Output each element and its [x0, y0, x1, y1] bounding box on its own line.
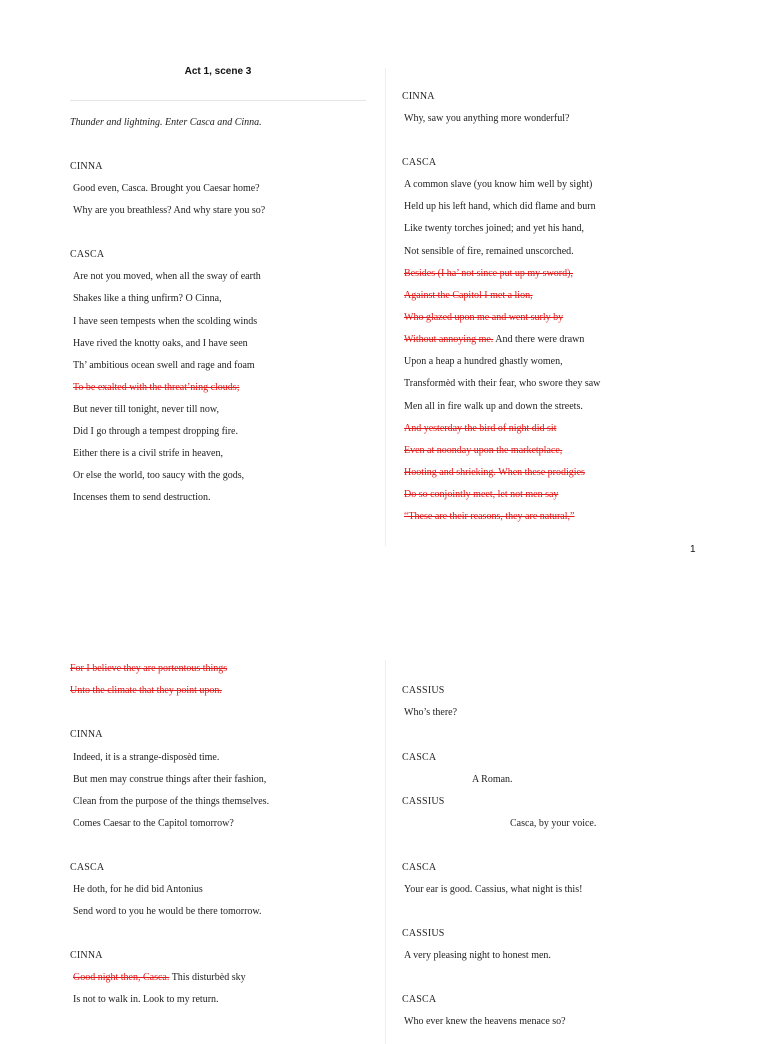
title-rule — [70, 100, 366, 101]
script-page-2 — [0, 640, 768, 1027]
dialogue-line: He doth, for he did bid Antonius — [73, 884, 203, 895]
speaker-name: CASSIUS — [402, 928, 445, 939]
dialogue-line: Shakes like a thing unfirm? O Cinna, — [73, 293, 222, 304]
dialogue-line: Like twenty torches joined; and yet his hand, — [404, 223, 584, 234]
struck-text: To be exalted with the threat’ning clouds; — [73, 382, 240, 393]
struck-text: Without annoying me. — [404, 334, 494, 345]
struck-text: For I believe they are portentous things — [70, 663, 228, 674]
dialogue-line: Either there is a civil strife in heaven, — [73, 448, 223, 459]
kept-text: And there were drawn — [493, 334, 585, 345]
dialogue-line: Upon a heap a hundred ghastly women, — [404, 356, 563, 367]
dialogue-line: Men all in fire walk up and down the streets. — [404, 401, 583, 412]
dialogue-line: Are not you moved, when all the sway of earth — [73, 271, 261, 282]
column-divider — [385, 660, 386, 1044]
kept-text: This disturbèd sky — [169, 972, 246, 983]
cut-line — [73, 381, 239, 395]
stage-direction: Thunder and lightning. Enter Casca and Cinna. — [70, 117, 262, 128]
struck-text: Besides (I ha’ not since put up my sword), — [404, 268, 573, 279]
dialogue-line: Send word to you he would be there tomorrow. — [73, 906, 262, 917]
cut-line — [404, 267, 573, 281]
dialogue-line: I have seen tempests when the scolding winds — [73, 316, 258, 327]
speaker-name: CINNA — [402, 91, 435, 102]
struck-text: Do so conjointly meet, let not men say — [404, 489, 559, 500]
cut-line — [404, 422, 556, 436]
speaker-name: CASCA — [402, 862, 437, 873]
cut-line — [70, 662, 227, 676]
struck-text: “These are their reasons, they are natural,” — [404, 511, 575, 522]
dialogue-line: Or else the world, too saucy with the gods, — [73, 470, 245, 481]
speaker-name: CINNA — [70, 729, 103, 740]
dialogue-line: Transformèd with their fear, who swore they saw — [404, 378, 601, 389]
cut-line — [404, 444, 562, 458]
dialogue-line: Good even, Casca. Brought you Caesar home? — [73, 183, 260, 194]
dialogue-line: Casca, by your voice. — [510, 818, 597, 829]
dialogue-line: Did I go through a tempest dropping fire. — [73, 426, 238, 437]
struck-text: Good night then, Casca. — [73, 972, 170, 983]
dialogue-line: Have rived the knotty oaks, and I have seen — [73, 338, 248, 349]
column-divider — [385, 68, 386, 546]
dialogue-line: Who’s there? — [404, 707, 458, 718]
dialogue-line: Who ever knew the heavens menace so? — [404, 1016, 566, 1027]
dialogue-line: Your ear is good. Cassius, what night is this! — [404, 884, 583, 895]
dialogue-line: But men may construe things after their fashion, — [73, 774, 267, 785]
cut-line — [404, 289, 533, 303]
dialogue-line: Why, saw you anything more wonderful? — [404, 113, 570, 124]
speaker-name: CINNA — [70, 161, 103, 172]
struck-text: Unto the climate that they point upon. — [70, 685, 222, 696]
speaker-name: CASCA — [70, 249, 105, 260]
dialogue-line: Clean from the purpose of the things themselves. — [73, 796, 270, 807]
speaker-name: CASCA — [70, 862, 105, 873]
struck-text: Even at noonday upon the marketplace, — [404, 445, 563, 456]
speaker-name: CASCA — [402, 157, 437, 168]
speaker-name: CASSIUS — [402, 685, 445, 696]
dialogue-line: Incenses them to send destruction. — [73, 492, 211, 503]
dialogue-line: Held up his left hand, which did flame and burn — [404, 201, 596, 212]
page-number: 1 — [690, 544, 696, 555]
scene-title: Act 1, scene 3 — [184, 66, 252, 77]
dialogue-line: Why are you breathless? And why stare you so? — [73, 205, 266, 216]
cut-line — [73, 971, 246, 985]
struck-text: Hooting and shrieking. When these prodigies — [404, 467, 585, 478]
struck-text: And yesterday the bird of night did sit — [404, 423, 557, 434]
dialogue-line: A very pleasing night to honest men. — [404, 950, 551, 961]
cut-line — [404, 510, 574, 524]
struck-text: Against the Capitol I met a lion, — [404, 290, 533, 301]
speaker-name: CASCA — [402, 752, 437, 763]
dialogue-line: Not sensible of fire, remained unscorched. — [404, 246, 574, 257]
speaker-name: CASCA — [402, 994, 437, 1005]
dialogue-line: But never till tonight, never till now, — [73, 404, 219, 415]
cut-line — [70, 684, 222, 698]
dialogue-line: A common slave (you know him well by sight) — [404, 179, 593, 190]
struck-text: Who glazed upon me and went surly by — [404, 312, 564, 323]
speaker-name: CASSIUS — [402, 796, 445, 807]
cut-line — [404, 466, 585, 480]
cut-line — [404, 488, 558, 502]
dialogue-line: Th’ ambitious ocean swell and rage and foam — [73, 360, 255, 371]
cut-line — [404, 311, 563, 325]
dialogue-line: Is not to walk in. Look to my return. — [73, 994, 219, 1005]
dialogue-line: Indeed, it is a strange-disposèd time. — [73, 752, 220, 763]
speaker-name: CINNA — [70, 950, 103, 961]
cut-line — [404, 333, 584, 347]
dialogue-line: Comes Caesar to the Capitol tomorrow? — [73, 818, 234, 829]
dialogue-line: A Roman. — [472, 774, 513, 785]
